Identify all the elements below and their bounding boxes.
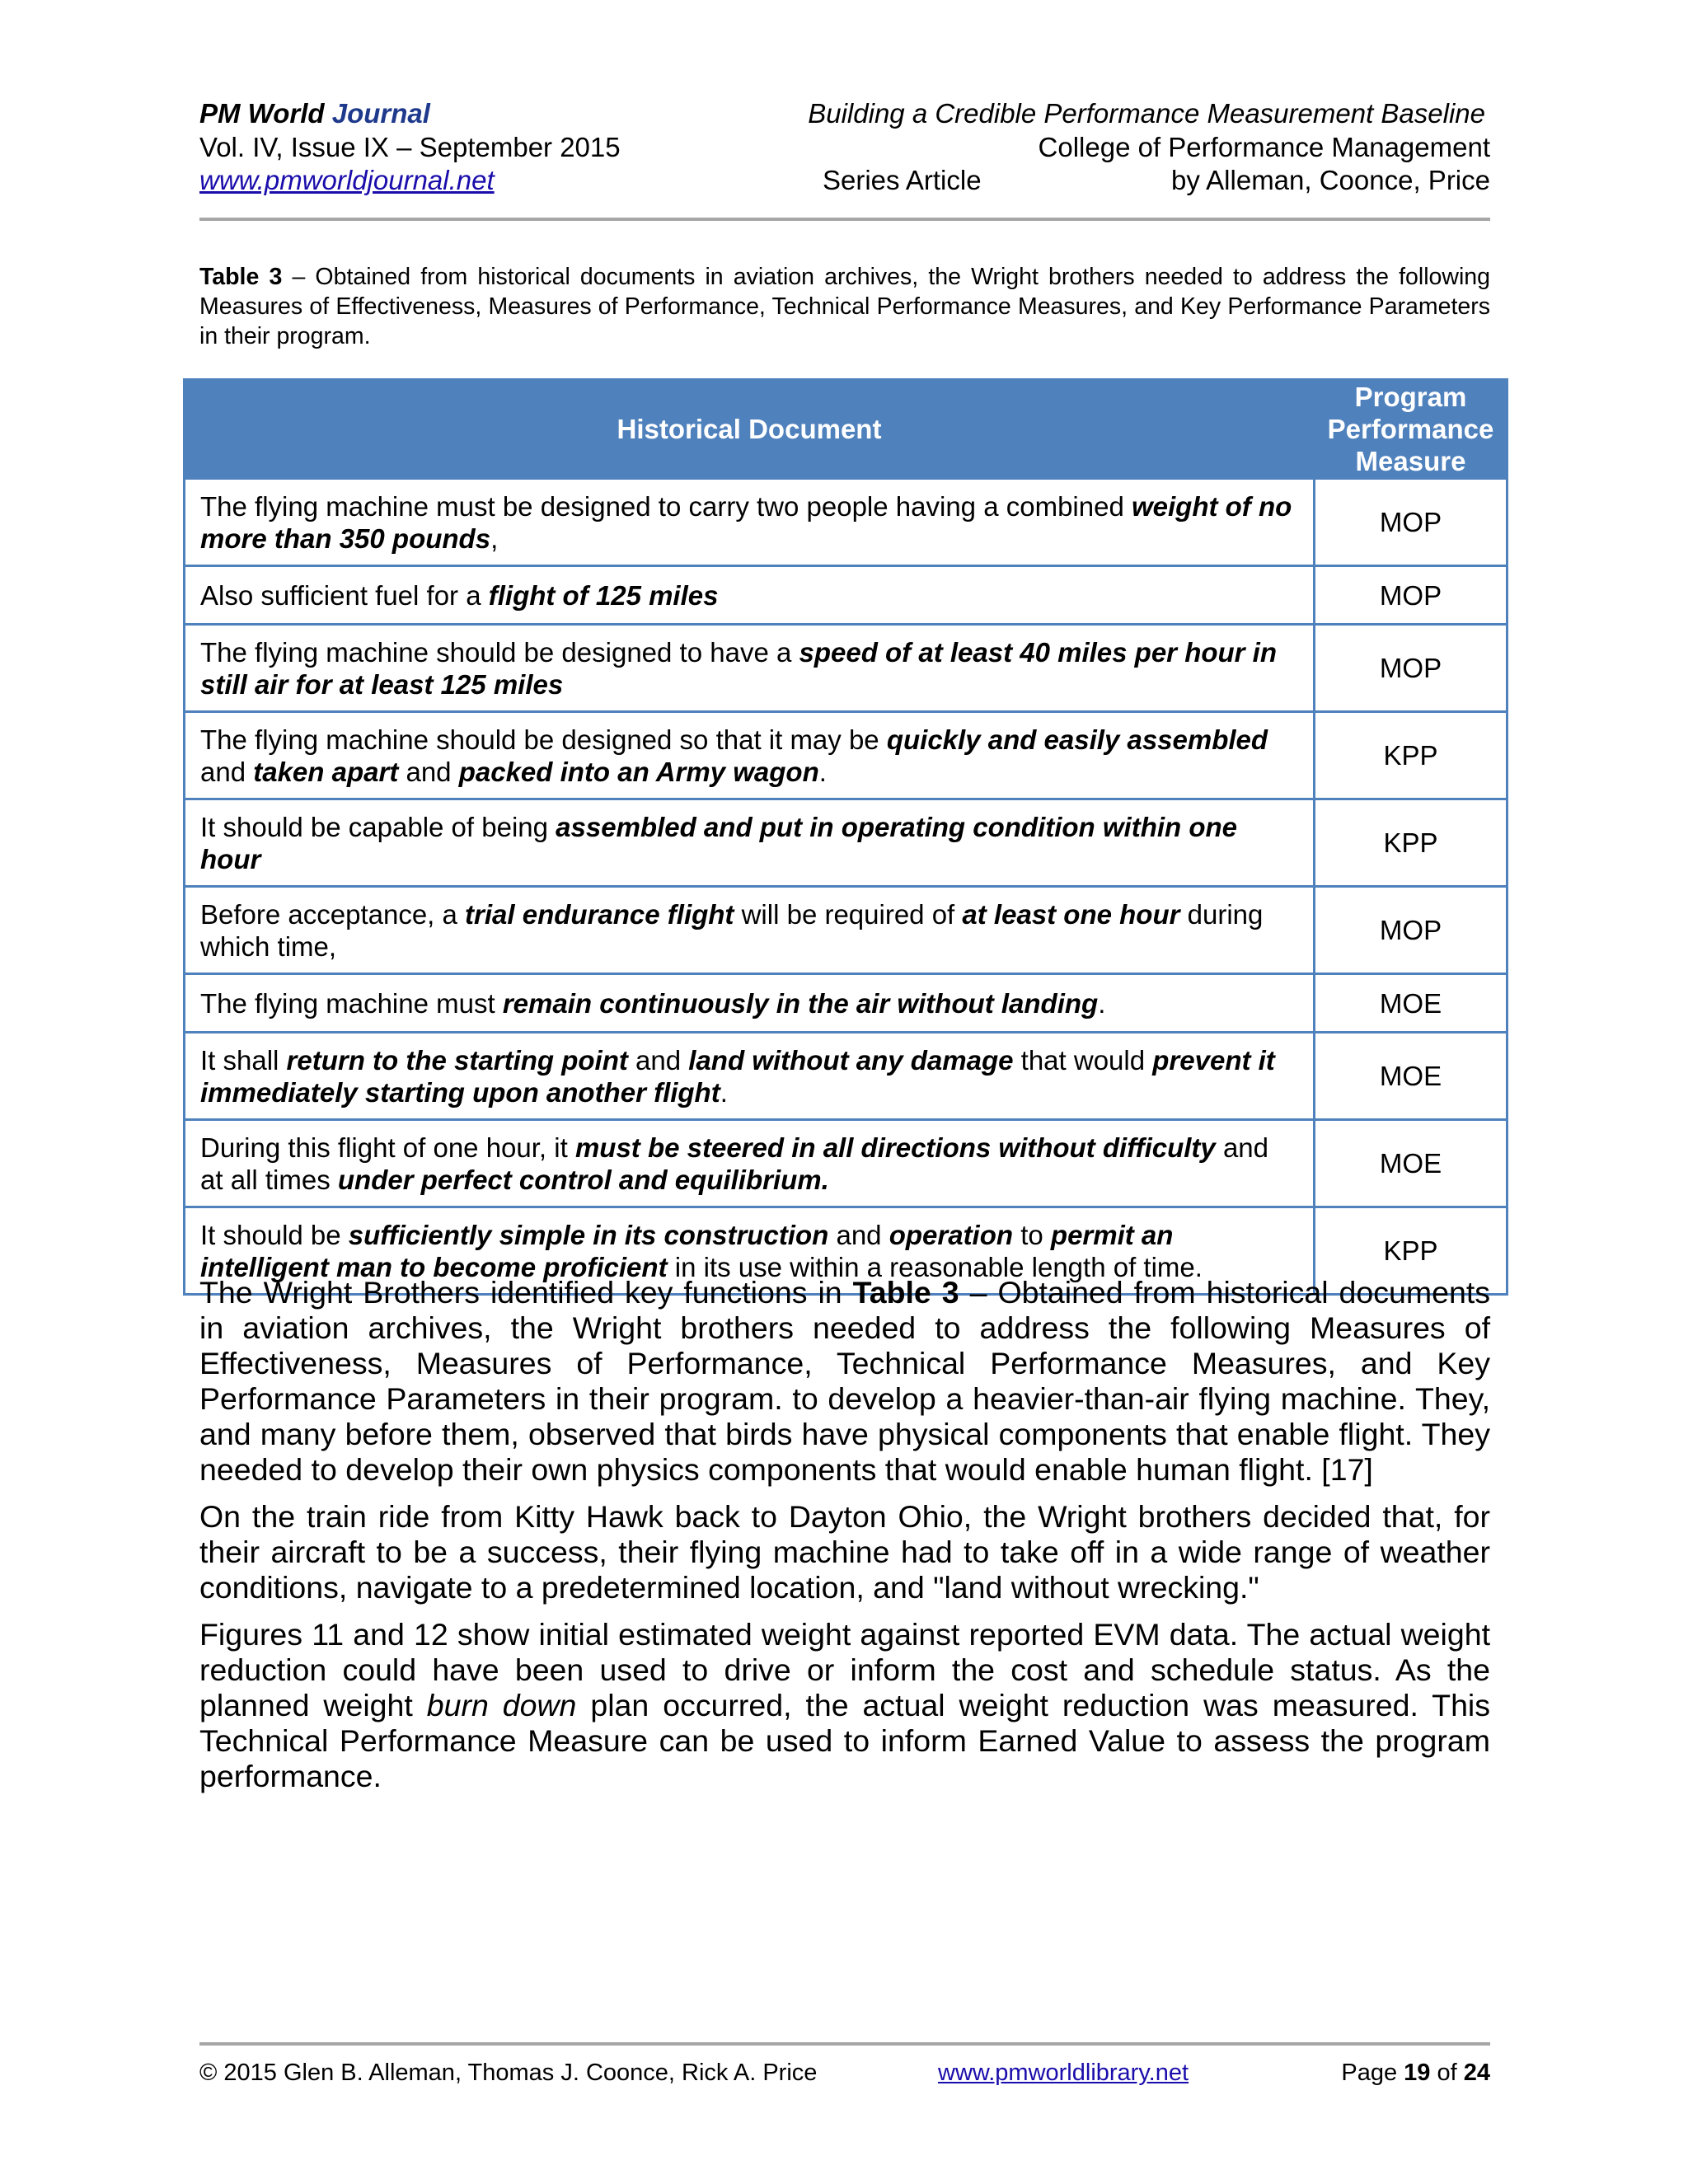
header-historical-document: Historical Document	[185, 380, 1315, 479]
requirement-text: .	[1098, 987, 1106, 1019]
emphasized-requirement: quickly and easily assembled	[886, 724, 1268, 755]
performance-measure-cell: MOP	[1315, 625, 1507, 712]
footer-page-of: of	[1430, 2060, 1464, 2086]
requirement-text: .	[818, 756, 827, 787]
emphasized-requirement: prevent it immediately starting upon another flight	[200, 1044, 1275, 1108]
requirement-text: The flying machine must be designed to carry two people having a combined	[200, 490, 1132, 522]
emphasized-requirement: flight of 125 miles	[488, 579, 719, 611]
performance-measure-cell: KPP	[1315, 1207, 1507, 1295]
p3-text-c: plan occurred, the actual weight reduction was measured. This Technical Performance Measure can be used to inform Earned Value to assess the program performance.	[199, 1688, 1491, 1793]
requirement-text: that would	[1013, 1044, 1153, 1076]
requirement-text: Also sufficient fuel for a	[200, 579, 489, 611]
header-measure-line-2: Performance	[1327, 414, 1494, 444]
table-header-row	[185, 380, 1507, 479]
historical-document-cell	[185, 625, 1315, 712]
requirement-text: and	[200, 756, 254, 787]
requirement-text: .	[720, 1076, 728, 1108]
emphasized-requirement: trial endurance flight	[465, 898, 734, 930]
table-caption-label: Table 3	[199, 264, 283, 290]
emphasized-requirement: weight of no more than 350 pounds	[200, 490, 1292, 554]
table-caption	[199, 262, 1490, 351]
emphasized-requirement: land without any damage	[688, 1044, 1014, 1076]
requirement-text: during which time,	[200, 898, 1264, 962]
requirement-text: will be required of	[734, 898, 963, 930]
emphasized-requirement: packed into an Army wagon	[458, 756, 819, 787]
emphasized-requirement: assembled and put in operating condition within one hour	[200, 811, 1238, 874]
requirement-text: Before acceptance, a	[200, 898, 466, 930]
emphasized-requirement: return to the starting point	[286, 1044, 628, 1076]
performance-measure-cell: KPP	[1315, 712, 1507, 799]
table-row	[185, 479, 1507, 566]
journal-title	[199, 97, 430, 130]
body-text	[199, 1275, 1490, 1806]
body-paragraph-3	[199, 1617, 1490, 1794]
journal-title-journal: Journal	[331, 98, 430, 129]
historical-document-cell	[185, 799, 1315, 887]
table-row	[185, 799, 1507, 887]
body-paragraph-2: On the train ride from Kitty Hawk back to Dayton Ohio, the Wright brothers decided that, for their aircraft to be a success, their flying machine had to take off in a wide range of weather conditions, navigate to a predetermined location, and "land without wrecking."	[199, 1499, 1490, 1605]
table-row	[185, 1033, 1507, 1120]
requirement-text: It should be capable of being	[200, 811, 556, 842]
p1-text-c: – Obtained from historical documents in aviation archives, the Wright brothers needed to address the following Measures of Effectiveness, Measures of Performance, Technical Performance Measures, and Key Performance Parameters in their program. to develop a heavier-than-air flying machine. They, and many before them, observed that birds have physical components that enable flight. They needed to develop their own physics components that would enable human flight. [17]	[199, 1275, 1490, 1487]
historical-document-cell	[185, 887, 1315, 974]
page-footer	[199, 2042, 1490, 2095]
requirement-text: and at all times	[200, 1132, 1269, 1195]
emphasized-requirement: taken apart	[253, 756, 399, 787]
table-row	[185, 712, 1507, 799]
requirement-text: It shall	[200, 1044, 287, 1076]
emphasized-requirement: permit an intelligent man to become proficient	[200, 1219, 1174, 1282]
requirement-text: and	[627, 1044, 689, 1076]
table-row	[185, 887, 1507, 974]
journal-title-pm: PM World	[199, 98, 325, 129]
header-program-performance-measure	[1315, 380, 1507, 479]
p1-table-ref: Table 3	[852, 1275, 959, 1310]
historical-document-cell	[185, 974, 1315, 1033]
requirement-text: to	[1013, 1219, 1051, 1250]
emphasized-requirement: speed of at least 40 miles per hour in still air for at least 125 miles	[200, 636, 1277, 700]
performance-measure-cell: MOP	[1315, 479, 1507, 566]
emphasized-requirement: remain continuously in the air without landing	[502, 987, 1099, 1019]
performance-measure-cell: KPP	[1315, 799, 1507, 887]
performance-measure-cell: MOP	[1315, 887, 1507, 974]
requirement-text: The flying machine should be designed to have a	[200, 636, 799, 668]
requirement-text: The flying machine must	[200, 987, 503, 1019]
p3-text-a: Figures 11 and 12 show initial estimated weight against reported EVM data. The actual weight reduction could have been used to drive or inform the cost and schedule status. As the planned weight	[199, 1617, 1490, 1722]
table-row	[185, 566, 1507, 625]
emphasized-requirement: at least one hour	[962, 898, 1180, 930]
p1-text-a: The Wright Brothers identified key functions in	[199, 1275, 853, 1310]
table-caption-text: – Obtained from historical documents in aviation archives, the Wright brothers needed to address the following Measures of Effectiveness, Measures of Performance, Technical Performance Measures, and Key Performance Parameters in their program.	[199, 264, 1491, 349]
historical-document-cell	[185, 479, 1315, 566]
requirement-text: in its use within a reasonable length of time.	[667, 1251, 1203, 1282]
historical-document-cell	[185, 712, 1315, 799]
requirement-text: and	[398, 756, 459, 787]
journal-website-link[interactable]: www.pmworldjournal.net	[199, 165, 495, 195]
measures-table	[183, 378, 1508, 1296]
historical-document-cell	[185, 566, 1315, 625]
p3-burn-down: burn down	[426, 1688, 577, 1722]
emphasized-requirement: must be steered in all directions without difficulty	[574, 1132, 1216, 1163]
table-body	[185, 479, 1507, 1295]
performance-measure-cell: MOE	[1315, 974, 1507, 1033]
page-header	[199, 97, 1490, 221]
article-title: Building a Credible Performance Measurement Baseline	[808, 98, 1485, 129]
footer-page-total: 24	[1463, 2060, 1490, 2086]
requirement-text: ,	[490, 523, 499, 554]
footer-copyright: © 2015 Glen B. Alleman, Thomas J. Coonce, Rick A. Price	[199, 2060, 818, 2086]
authors: by Alleman, Coonce, Price	[1170, 165, 1490, 195]
requirement-text: The flying machine should be designed so that it may be	[200, 724, 887, 755]
emphasized-requirement: sufficiently simple in its construction	[348, 1219, 829, 1250]
emphasized-requirement: operation	[889, 1219, 1014, 1250]
footer-page-word: Page	[1341, 2060, 1404, 2086]
requirement-text: It should be	[200, 1219, 349, 1250]
table-row	[185, 625, 1507, 712]
performance-measure-cell: MOE	[1315, 1033, 1507, 1120]
table-row	[185, 974, 1507, 1033]
organization: College of Performance Management	[1038, 132, 1490, 162]
emphasized-requirement: under perfect control and equilibrium.	[337, 1164, 829, 1195]
historical-document-cell	[185, 1033, 1315, 1120]
footer-library-link[interactable]: www.pmworldlibrary.net	[938, 2060, 1189, 2086]
historical-document-cell	[185, 1120, 1315, 1207]
footer-page-number	[1341, 2059, 1490, 2087]
header-measure-line-3: Measure	[1355, 446, 1466, 476]
table-row	[185, 1120, 1507, 1207]
performance-measure-cell: MOE	[1315, 1120, 1507, 1207]
requirement-text: During this flight of one hour, it	[200, 1132, 575, 1163]
footer-page-current: 19	[1404, 2060, 1431, 2086]
header-measure-line-1: Program	[1354, 382, 1467, 412]
journal-volume: Vol. IV, Issue IX – September 2015	[199, 132, 621, 162]
series-label: Series Article	[823, 165, 982, 195]
body-paragraph-1	[199, 1275, 1490, 1488]
requirement-text: and	[828, 1219, 889, 1250]
performance-measure-cell: MOP	[1315, 566, 1507, 625]
